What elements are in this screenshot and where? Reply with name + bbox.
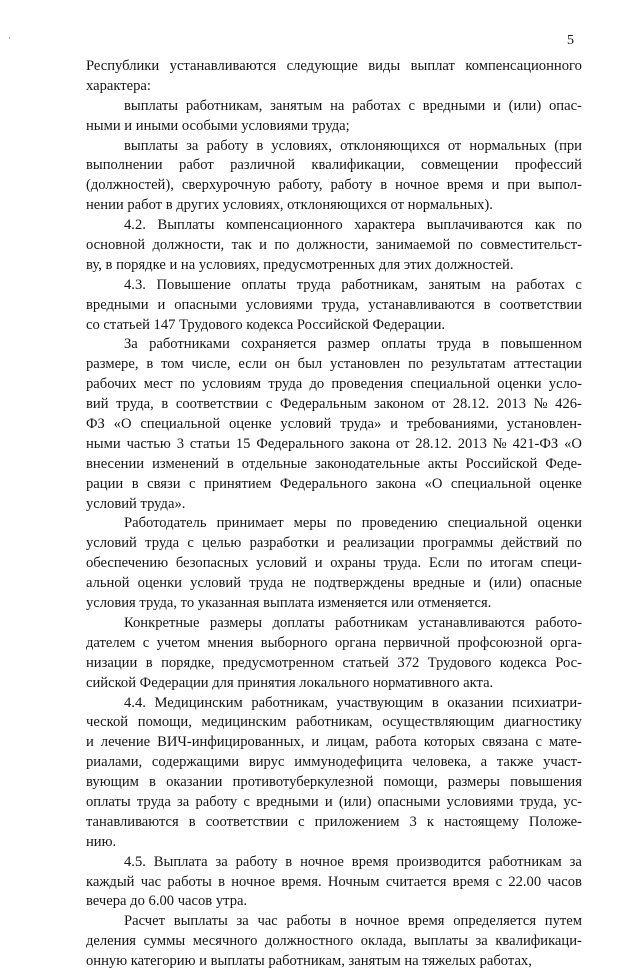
text-line: сийской Федерации для принятия локального нормативного акта. [86,674,494,691]
text-line: оплаты труда за работу с вредными и (или) опасными условиями труда, ус- [86,793,582,810]
text-line: риалами, содержащими вирус иммунодефицита человека, а также участ- [86,754,582,771]
text-line: Республики устанавливаются следующие виды выплат компенсационного [86,58,582,74]
text-line: вечера до 6.00 часов утра. [86,893,248,910]
text-line: нию. [86,833,117,850]
text-line: основной должности, так и по должности, занимаемой по совместительст- [86,237,582,254]
text-line: ву, в порядке и на условиях, предусмотренных для этих должностей. [86,256,514,273]
margin-mark: · [8,33,11,43]
text-line: 4.5. Выплата за работу в ночное время производится работникам за [124,853,582,870]
text-line: Конкретные размеры доплаты работникам устанавливаются работо- [124,614,582,631]
page-number: 5 [567,33,574,48]
paragraph [86,912,582,972]
text-line: обеспечению безопасных условий и охраны труда. Если по итогам специ- [86,555,582,572]
text-line: онную категорию и выплаты работникам, занятым на тяжелых работах, [86,953,532,970]
text-line: со статьей 147 Трудового кодекса Российской Федерации. [86,316,446,333]
text-line: условий труда с целью разработки и реализации программы действий по [86,535,582,552]
text-line: (должностей), сверхурочную работу, работу в ночное время и при выпол- [86,177,582,194]
text-line: размере, в том числе, если он был установлен по результатам аттестации [86,356,582,373]
text-line: 4.3. Повышение оплаты труда работникам, занятым на работах с [124,276,582,293]
text-line: характера: [86,77,151,94]
text-line: каждый час работы в ночное время. Ночным считается время с 22.00 часов [86,873,582,890]
text-line: вующим в оказании противотуберкулезной помощи, размеры повышения [86,774,582,791]
text-line: вий труда, в соответствии с Федеральным законом от 28.12. 2013 № 426- [86,396,582,413]
text-line: Работодатель принимает меры по проведению специальной оценки [124,515,582,532]
text-line: выплаты за работу в условиях, отклоняющихся от нормальных (при [124,137,582,154]
text-line: ными частью 3 статьи 15 Федерального закона от 28.12. 2013 № 421-ФЗ «О [86,435,582,452]
document-body [86,57,582,972]
text-line: ФЗ «О специальной оценке условий труда» и требованиями, установлен- [86,416,582,433]
text-line: За работниками сохраняется размер оплаты труда в повышенном [124,336,582,353]
paragraph [86,514,582,613]
text-line: ческой помощи, медицинским работникам, осуществляющим диагностику [86,714,582,731]
paragraph [86,216,582,276]
paragraph [86,614,582,694]
paragraph [86,335,582,514]
text-line: 4.2. Выплаты компенсационного характера выплачиваются как по [124,217,582,234]
text-line: низации в порядке, предусмотренном статьей 372 Трудового кодекса Рос- [86,654,582,671]
text-line: внесении изменений в отдельные законодательные акты Российской Феде- [86,455,582,472]
text-line: танавливаются в соответствии с приложением 3 к настоящему Положе- [86,813,582,830]
text-line: 4.4. Медицинским работникам, участвующим в оказании психиатри- [124,694,582,711]
text-line: деления суммы месячного должностного оклада, выплаты за квалификаци- [86,933,582,950]
text-line: рабочих мест по условиям труда до проведения специальной оценки усло- [86,376,582,393]
text-line: выплаты работникам, занятым на работах с вредными и (или) опас- [124,97,582,114]
text-line: условия труда, то указанная выплата изменяется или отменяется. [86,595,492,612]
paragraph [86,57,582,97]
text-line: и лечение ВИЧ-инфицированных, и лицам, работа которых связана с мате- [86,734,582,751]
text-line: рации в связи с принятием Федерального закона «О специальной оценке [86,475,582,492]
paragraph [86,276,582,336]
paragraph [86,137,582,217]
text-line: альной оценки условий труда не подтверждены вредные и (или) опасные [86,575,582,592]
paragraph [86,853,582,913]
text-line: Расчет выплаты за час работы в ночное время определяется путем [124,913,582,930]
text-line: нении работ в других условиях, отклоняющихся от нормальных). [86,197,493,214]
paragraph [86,694,582,853]
paragraph [86,97,582,137]
text-line: дателем с учетом мнения выборного органа первичной профсоюзной орга- [86,634,582,651]
text-line: вредными и опасными условиями труда, устанавливаются в соответствии [86,296,582,313]
text-line: выполнении работ различной квалификации, совмещении профессий [86,157,582,174]
text-line: ными и иными особыми условиями труда; [86,117,350,134]
text-line: условий труда». [86,495,186,512]
